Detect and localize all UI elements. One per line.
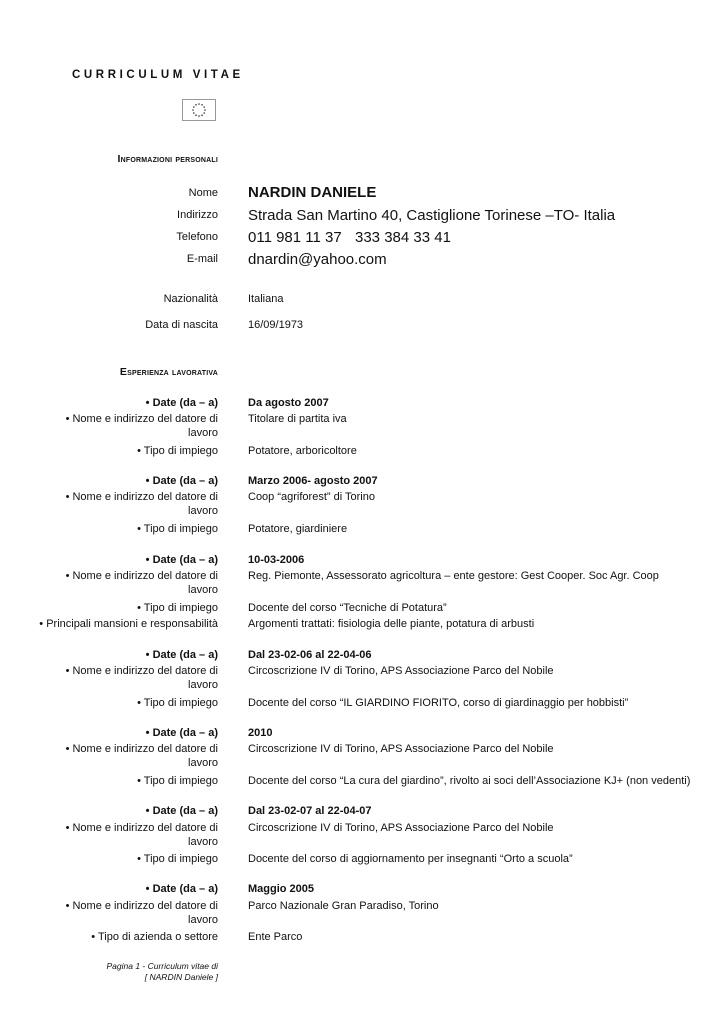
date-label: • Date (da – a) bbox=[145, 649, 218, 661]
entry-type: Potatore, arboricoltore bbox=[248, 445, 357, 457]
entry-employer: Circoscrizione IV di Torino, APS Associazione Parco del Nobile bbox=[248, 822, 554, 834]
address-value: Strada San Martino 40, Castiglione Torinese –TO- Italia bbox=[248, 207, 616, 224]
entry-date: Maggio 2005 bbox=[248, 883, 315, 895]
birth-value: 16/09/1973 bbox=[248, 319, 304, 331]
employer-label-cont: lavoro bbox=[188, 836, 218, 848]
address-label: Indirizzo bbox=[177, 209, 218, 221]
date-label: • Date (da – a) bbox=[145, 883, 218, 895]
name-label: Nome bbox=[188, 187, 218, 199]
date-label: • Date (da – a) bbox=[145, 554, 218, 566]
employer-label: • Nome e indirizzo del datore di bbox=[65, 570, 218, 582]
entry-type: Docente del corso “IL GIARDINO FIORITO, corso di giardinaggio per hobbisti” bbox=[248, 697, 629, 709]
email-label: E-mail bbox=[186, 253, 218, 265]
cv-title: CURRICULUM VITAE bbox=[72, 69, 244, 81]
type-label: • Tipo di impiego bbox=[137, 602, 218, 614]
birth-label: Data di nascita bbox=[145, 319, 218, 331]
date-label: • Date (da – a) bbox=[145, 397, 218, 409]
employer-label-cont: lavoro bbox=[188, 757, 218, 769]
entry-date: Marzo 2006- agosto 2007 bbox=[248, 475, 378, 487]
employer-label: • Nome e indirizzo del datore di bbox=[65, 743, 218, 755]
entry-type: Potatore, giardiniere bbox=[248, 523, 348, 535]
section-personal-info: Informazioni personali bbox=[117, 153, 218, 165]
entry-employer: Titolare di partita iva bbox=[248, 413, 347, 425]
date-label: • Date (da – a) bbox=[145, 727, 218, 739]
entry-type: Docente del corso “Tecniche di Potatura” bbox=[248, 602, 447, 614]
employer-label-cont: lavoro bbox=[188, 914, 218, 926]
type-label: • Tipo di impiego bbox=[137, 853, 218, 865]
employer-label: • Nome e indirizzo del datore di bbox=[65, 491, 218, 503]
entry-employer: Parco Nazionale Gran Paradiso, Torino bbox=[248, 900, 439, 912]
type-label: • Tipo di impiego bbox=[137, 445, 218, 457]
type-label: • Tipo di impiego bbox=[137, 523, 218, 535]
employer-label-cont: lavoro bbox=[188, 427, 218, 439]
entry-employer: Reg. Piemonte, Assessorato agricoltura – ente gestore: Gest Cooper. Soc Agr. Coop bbox=[248, 570, 659, 582]
nationality-value: Italiana bbox=[248, 293, 284, 305]
entry-date: 10-03-2006 bbox=[248, 554, 305, 566]
entry-date: 2010 bbox=[248, 727, 273, 739]
employer-label-cont: lavoro bbox=[188, 505, 218, 517]
entry-duties: Argomenti trattati: fisiologia delle piante, potatura di arbusti bbox=[248, 618, 535, 630]
employer-label: • Nome e indirizzo del datore di bbox=[65, 822, 218, 834]
section-work-experience: Esperienza lavorativa bbox=[119, 366, 218, 378]
entry-sector: Ente Parco bbox=[248, 931, 303, 943]
entry-date: Dal 23-02-06 al 22-04-06 bbox=[248, 649, 372, 661]
sector-label: • Tipo di azienda o settore bbox=[91, 931, 218, 943]
entry-employer: Circoscrizione IV di Torino, APS Associazione Parco del Nobile bbox=[248, 743, 554, 755]
type-label: • Tipo di impiego bbox=[137, 775, 218, 787]
employer-label-cont: lavoro bbox=[188, 584, 218, 596]
phone-label: Telefono bbox=[176, 231, 218, 243]
entry-type: Docente del corso “La cura del giardino”, rivolto ai soci dell’Associazione KJ+ (non vedenti) bbox=[248, 775, 691, 787]
entry-employer: Coop “agriforest” di Torino bbox=[248, 491, 375, 503]
date-label: • Date (da – a) bbox=[145, 475, 218, 487]
entry-type: Docente del corso di aggiornamento per insegnanti “Orto a scuola” bbox=[248, 853, 573, 865]
phone-value-2: 333 384 33 41 bbox=[355, 229, 451, 246]
employer-label: • Nome e indirizzo del datore di bbox=[65, 665, 218, 677]
name-value: NARDIN DANIELE bbox=[248, 184, 377, 201]
entry-employer: Circoscrizione IV di Torino, APS Associazione Parco del Nobile bbox=[248, 665, 554, 677]
entry-date: Dal 23-02-07 al 22-04-07 bbox=[248, 805, 372, 817]
phone-value-1: 011 981 11 37 bbox=[248, 229, 342, 246]
duties-label: • Principali mansioni e responsabilità bbox=[39, 618, 218, 630]
employer-label: • Nome e indirizzo del datore di bbox=[65, 900, 218, 912]
email-value: dnardin@yahoo.com bbox=[248, 251, 387, 268]
entry-date: Da agosto 2007 bbox=[248, 397, 329, 409]
date-label: • Date (da – a) bbox=[145, 805, 218, 817]
eu-flag-icon bbox=[182, 99, 216, 121]
employer-label-cont: lavoro bbox=[188, 679, 218, 691]
employer-label: • Nome e indirizzo del datore di bbox=[65, 413, 218, 425]
footer-page-line: Pagina 1 - Curriculum vitae di bbox=[106, 961, 218, 971]
nationality-label: Nazionalità bbox=[163, 293, 218, 305]
footer-name-line: [ NARDIN Daniele ] bbox=[144, 972, 218, 982]
type-label: • Tipo di impiego bbox=[137, 697, 218, 709]
